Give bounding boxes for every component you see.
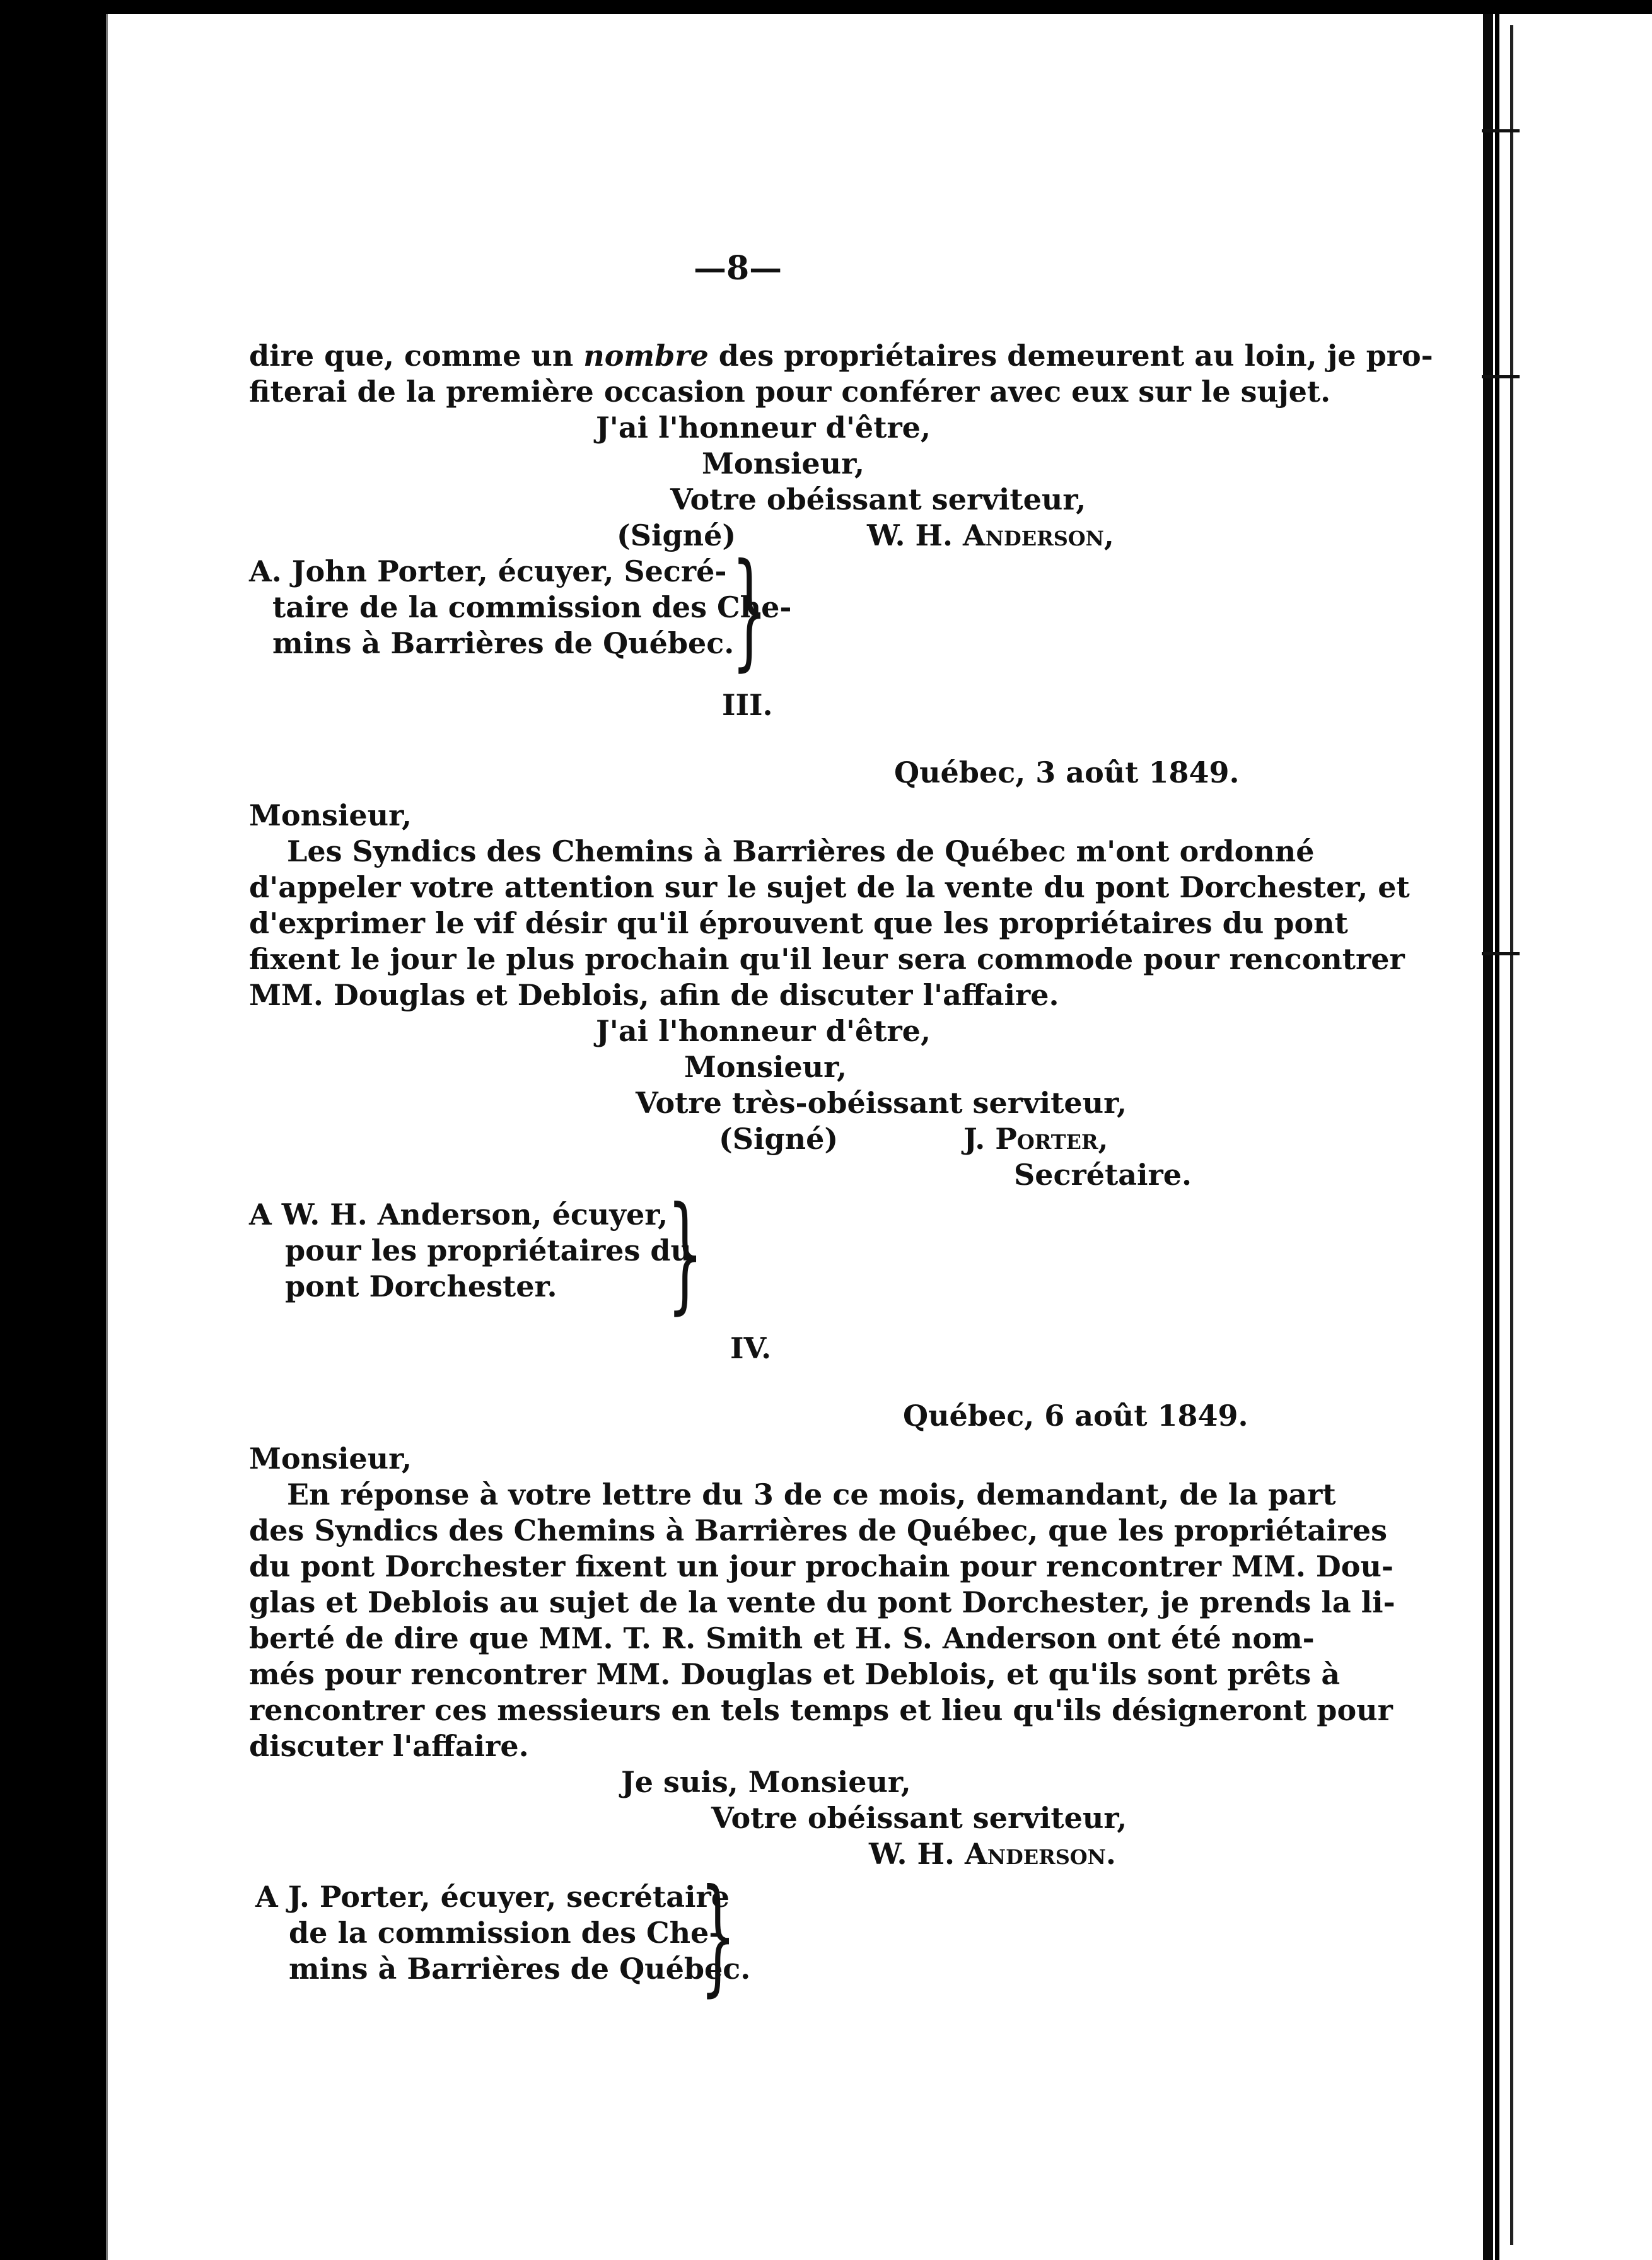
margin-tick	[1482, 952, 1520, 955]
body-line: En réponse à votre lettre du 3 de ce mois, demandant, de la part	[287, 1477, 1336, 1512]
salutation: Monsieur,	[249, 1442, 412, 1476]
body-line: berté de dire que MM. T. R. Smith et H. S. Anderson ont été nom-	[249, 1621, 1315, 1655]
brace: }	[700, 1862, 736, 2009]
body-line: fiterai de la première occasion pour conférer avec eux sur le sujet.	[249, 375, 1331, 409]
closing-line: J'ai l'honneur d'être,	[596, 1014, 931, 1048]
brace: }	[731, 537, 768, 684]
signature: W. H. Anderson,	[867, 518, 1114, 552]
closing-line: Votre obéissant serviteur,	[711, 1801, 1127, 1835]
body-line: Les Syndics des Chemins à Barrières de Québec m'ont ordonné	[287, 834, 1315, 868]
body-line: d'exprimer le vif désir qu'il éprouvent que les propriétaires du pont	[249, 906, 1348, 940]
body-line: rencontrer ces messieurs en tels temps et lieu qu'ils désigneront pour	[249, 1693, 1393, 1727]
letter-numeral: IV.	[730, 1331, 772, 1365]
closing-line: J'ai l'honneur d'être,	[596, 411, 931, 445]
book-spine	[1483, 14, 1493, 2260]
body-line: discuter l'affaire.	[249, 1729, 529, 1763]
addressee-line: A W. H. Anderson, écuyer,	[249, 1197, 668, 1232]
margin-tick	[1482, 129, 1520, 132]
signature-title: Secrétaire.	[1014, 1158, 1192, 1192]
body-line: d'appeler votre attention sur le sujet de la vente du pont Dorchester, et	[249, 870, 1410, 904]
closing-line: Votre très-obéissant serviteur,	[636, 1086, 1127, 1120]
letter-numeral: III.	[722, 688, 773, 722]
addressee-line: A J. Porter, écuyer, secrétaire	[255, 1880, 730, 1914]
body-line: dire que, comme un nombre des propriétaires demeurent au loin, je pro-	[249, 339, 1433, 373]
addressee-line: de la commission des Che-	[289, 1916, 721, 1950]
signature: W. H. Anderson.	[869, 1837, 1116, 1871]
body-line: més pour rencontrer MM. Douglas et Deblois, et qu'ils sont prêts à	[249, 1657, 1341, 1691]
adjacent-page-edge	[1499, 14, 1652, 2260]
body-line: des Syndics des Chemins à Barrières de Québec, que les propriétaires	[249, 1513, 1387, 1547]
adjacent-page-rule	[1510, 25, 1513, 2245]
body-line: glas et Deblois au sujet de la vente du pont Dorchester, je prends la li-	[249, 1585, 1395, 1619]
closing-line: Je suis, Monsieur,	[621, 1765, 911, 1799]
closing-line: Votre obéissant serviteur,	[670, 482, 1086, 516]
addressee-line: taire de la commission des Che-	[272, 590, 792, 624]
addressee-line: mins à Barrières de Québec.	[289, 1952, 751, 1986]
brace: }	[667, 1180, 704, 1327]
letter-date: Québec, 6 août 1849.	[903, 1399, 1248, 1433]
signed-mark: (Signé)	[719, 1122, 839, 1156]
salutation: Monsieur,	[249, 798, 412, 832]
body-line: MM. Douglas et Deblois, afin de discuter l'affaire.	[249, 978, 1059, 1012]
addressee-line: pour les propriétaires du	[285, 1233, 692, 1267]
addressee-line: A. John Porter, écuyer, Secré-	[249, 554, 727, 588]
letter-date: Québec, 3 août 1849.	[894, 755, 1240, 789]
signed-mark: (Signé)	[617, 518, 736, 552]
closing-salutation: Monsieur,	[702, 446, 865, 481]
page-number: —8—	[694, 249, 782, 288]
closing-salutation: Monsieur,	[684, 1050, 847, 1084]
body-line: fixent le jour le plus prochain qu'il leur sera commode pour rencontrer	[249, 942, 1405, 976]
body-line: du pont Dorchester fixent un jour prochain pour rencontrer MM. Dou-	[249, 1549, 1394, 1583]
addressee-line: pont Dorchester.	[285, 1269, 557, 1303]
signature: J. Porter,	[963, 1122, 1108, 1156]
addressee-line: mins à Barrières de Québec.	[272, 626, 735, 660]
margin-tick	[1482, 375, 1520, 378]
